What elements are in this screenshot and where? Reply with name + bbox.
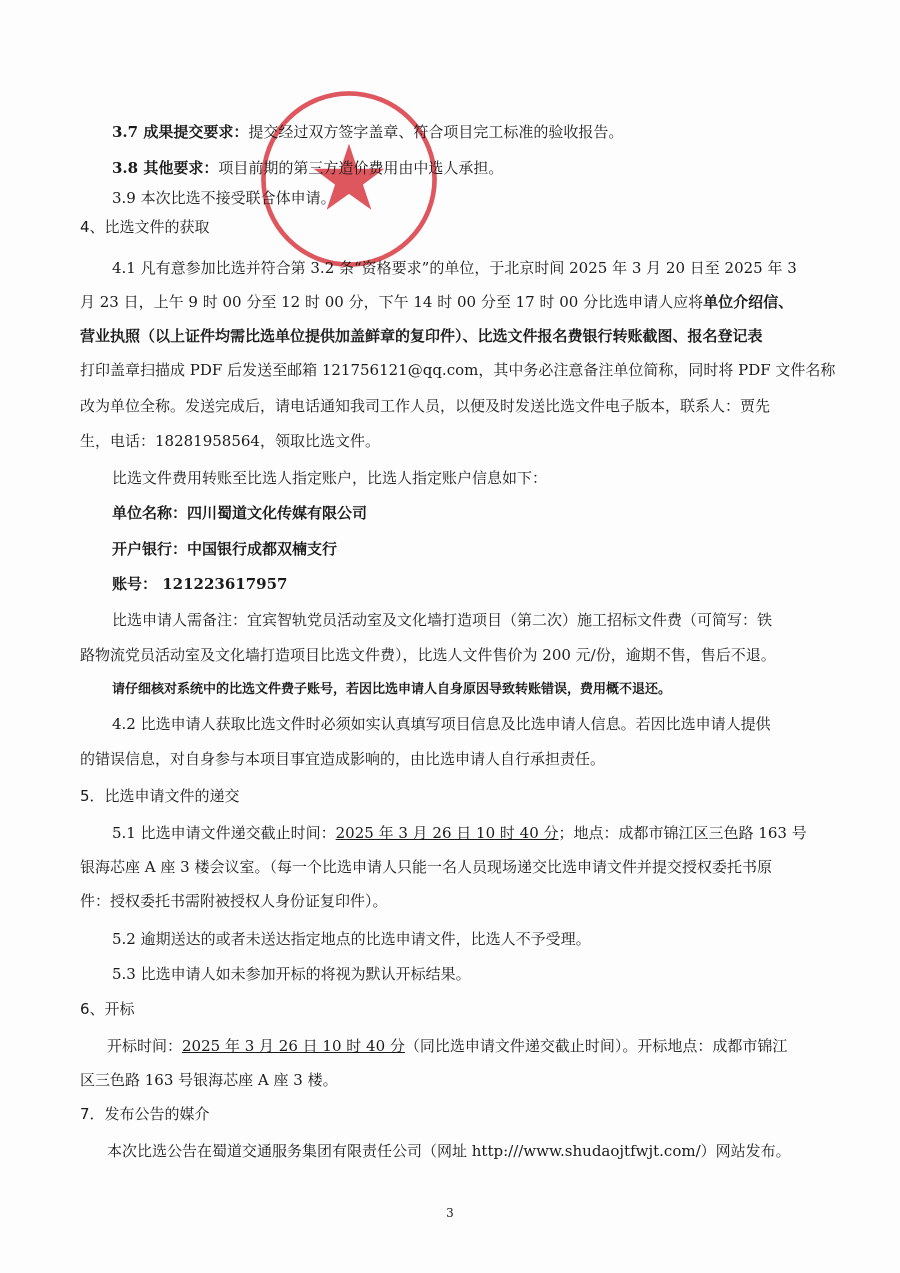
account-number: 账号： 121223617957 <box>112 575 288 593</box>
para-5-3: 5.3 比选申请人如未参加开标的将视为默认开标结果。 <box>112 965 471 983</box>
para-4-2-line-1: 4.2 比选申请人获取比选文件时必须如实认真填写项目信息及比选申请人信息。若因比选申请人提供 <box>112 715 771 733</box>
section-4-heading: 4、比选文件的获取 <box>80 218 210 236</box>
para-4-1-line-6: 生，电话：18281958564，领取比选文件。 <box>80 432 380 450</box>
para-4-1-line-3: 营业执照（以上证件均需比选单位提供加盖鲜章的复印件）、比选文件报名费银行转账截图、报名登记表 <box>80 327 763 345</box>
section-6-heading: 6、开标 <box>80 1000 135 1018</box>
para-4-2-line-2: 的错误信息，对自身参与本项目事宜造成影响的，由比选申请人自行承担责任。 <box>80 750 606 768</box>
para-5-2: 5.2 逾期送达的或者未送达指定地点的比选申请文件，比选人不予受理。 <box>112 930 591 948</box>
para-4-1-line-2: 月 23 日，上午 9 时 00 分至 12 时 00 分，下午 14 时 00 分至 17 时 00 分比选申请人应将单位介绍信、 <box>80 293 794 311</box>
warning-note: 请仔细核对系统中的比选文件费子账号，若因比选申请人自身原因导致转账错误，费用概不退还。 <box>112 682 672 697</box>
para-6-line-1: 开标时间：2025 年 3 月 26 日 10 时 40 分（同比选申请文件递交截止时间）。开标地点：成都市锦江 <box>107 1037 788 1055</box>
para-4-1-line-1: 4.1 凡有意参加比选并符合第 3.2 条“资格要求”的单位，于北京时间 2025 年 3 月 20 日至 2025 年 3 <box>112 259 797 277</box>
page-number: 3 <box>446 1206 454 1220</box>
item-3-9: 3.9 本次比选不接受联合体申请。 <box>112 189 336 207</box>
para-7: 本次比选公告在蜀道交通服务集团有限责任公司（网址 http:///www.shudaojtfwjt.com/）网站发布。 <box>107 1142 791 1160</box>
account-name: 单位名称：四川蜀道文化传媒有限公司 <box>112 504 368 522</box>
remark-line-2: 路物流党员活动室及文化墙打造项目比选文件费），比选人文件售价为 200 元/份，逾期不售，售后不退。 <box>80 646 776 664</box>
item-3-8: 3.8 其他要求：项目前期的第三方造价费用由中选人承担。 <box>112 159 504 177</box>
para-4-1-line-4: 打印盖章扫描成 PDF 后发送至邮箱 121756121@qq.com，其中务必注意备注单位简称，同时将 PDF 文件名称 <box>80 361 836 379</box>
remark-line-1: 比选申请人需备注：宜宾智轨党员活动室及文化墙打造项目（第二次）施工招标文件费（可简写：铁 <box>112 611 773 629</box>
fee-intro: 比选文件费用转账至比选人指定账户，比选人指定账户信息如下： <box>112 469 548 487</box>
account-bank: 开户银行：中国银行成都双楠支行 <box>112 540 338 558</box>
company-seal <box>256 86 442 272</box>
para-6-line-2: 区三色路 163 号银海芯座 A 座 3 楼。 <box>80 1071 338 1089</box>
item-3-7: 3.7 成果提交要求：提交经过双方签字盖章、符合项目完工标准的验收报告。 <box>112 123 624 141</box>
para-5-1-line-1: 5.1 比选申请文件递交截止时间：2025 年 3 月 26 日 10 时 40 分；地点：成都市锦江区三色路 163 号 <box>112 824 807 842</box>
section-5-heading: 5．比选申请文件的递交 <box>80 787 240 805</box>
para-4-1-line-5: 改为单位全称。发送完成后，请电话通知我司工作人员，以便及时发送比选文件电子版本，联系人：贾先 <box>80 397 771 415</box>
para-5-1-line-3: 件：授权委托书需附被授权人身份证复印件）。 <box>80 892 388 910</box>
section-7-heading: 7．发布公告的媒介 <box>80 1105 210 1123</box>
para-5-1-line-2: 银海芯座 A 座 3 楼会议室。（每一个比选申请人只能一名人员现场递交比选申请文件并提交授权委托书原 <box>80 858 772 876</box>
